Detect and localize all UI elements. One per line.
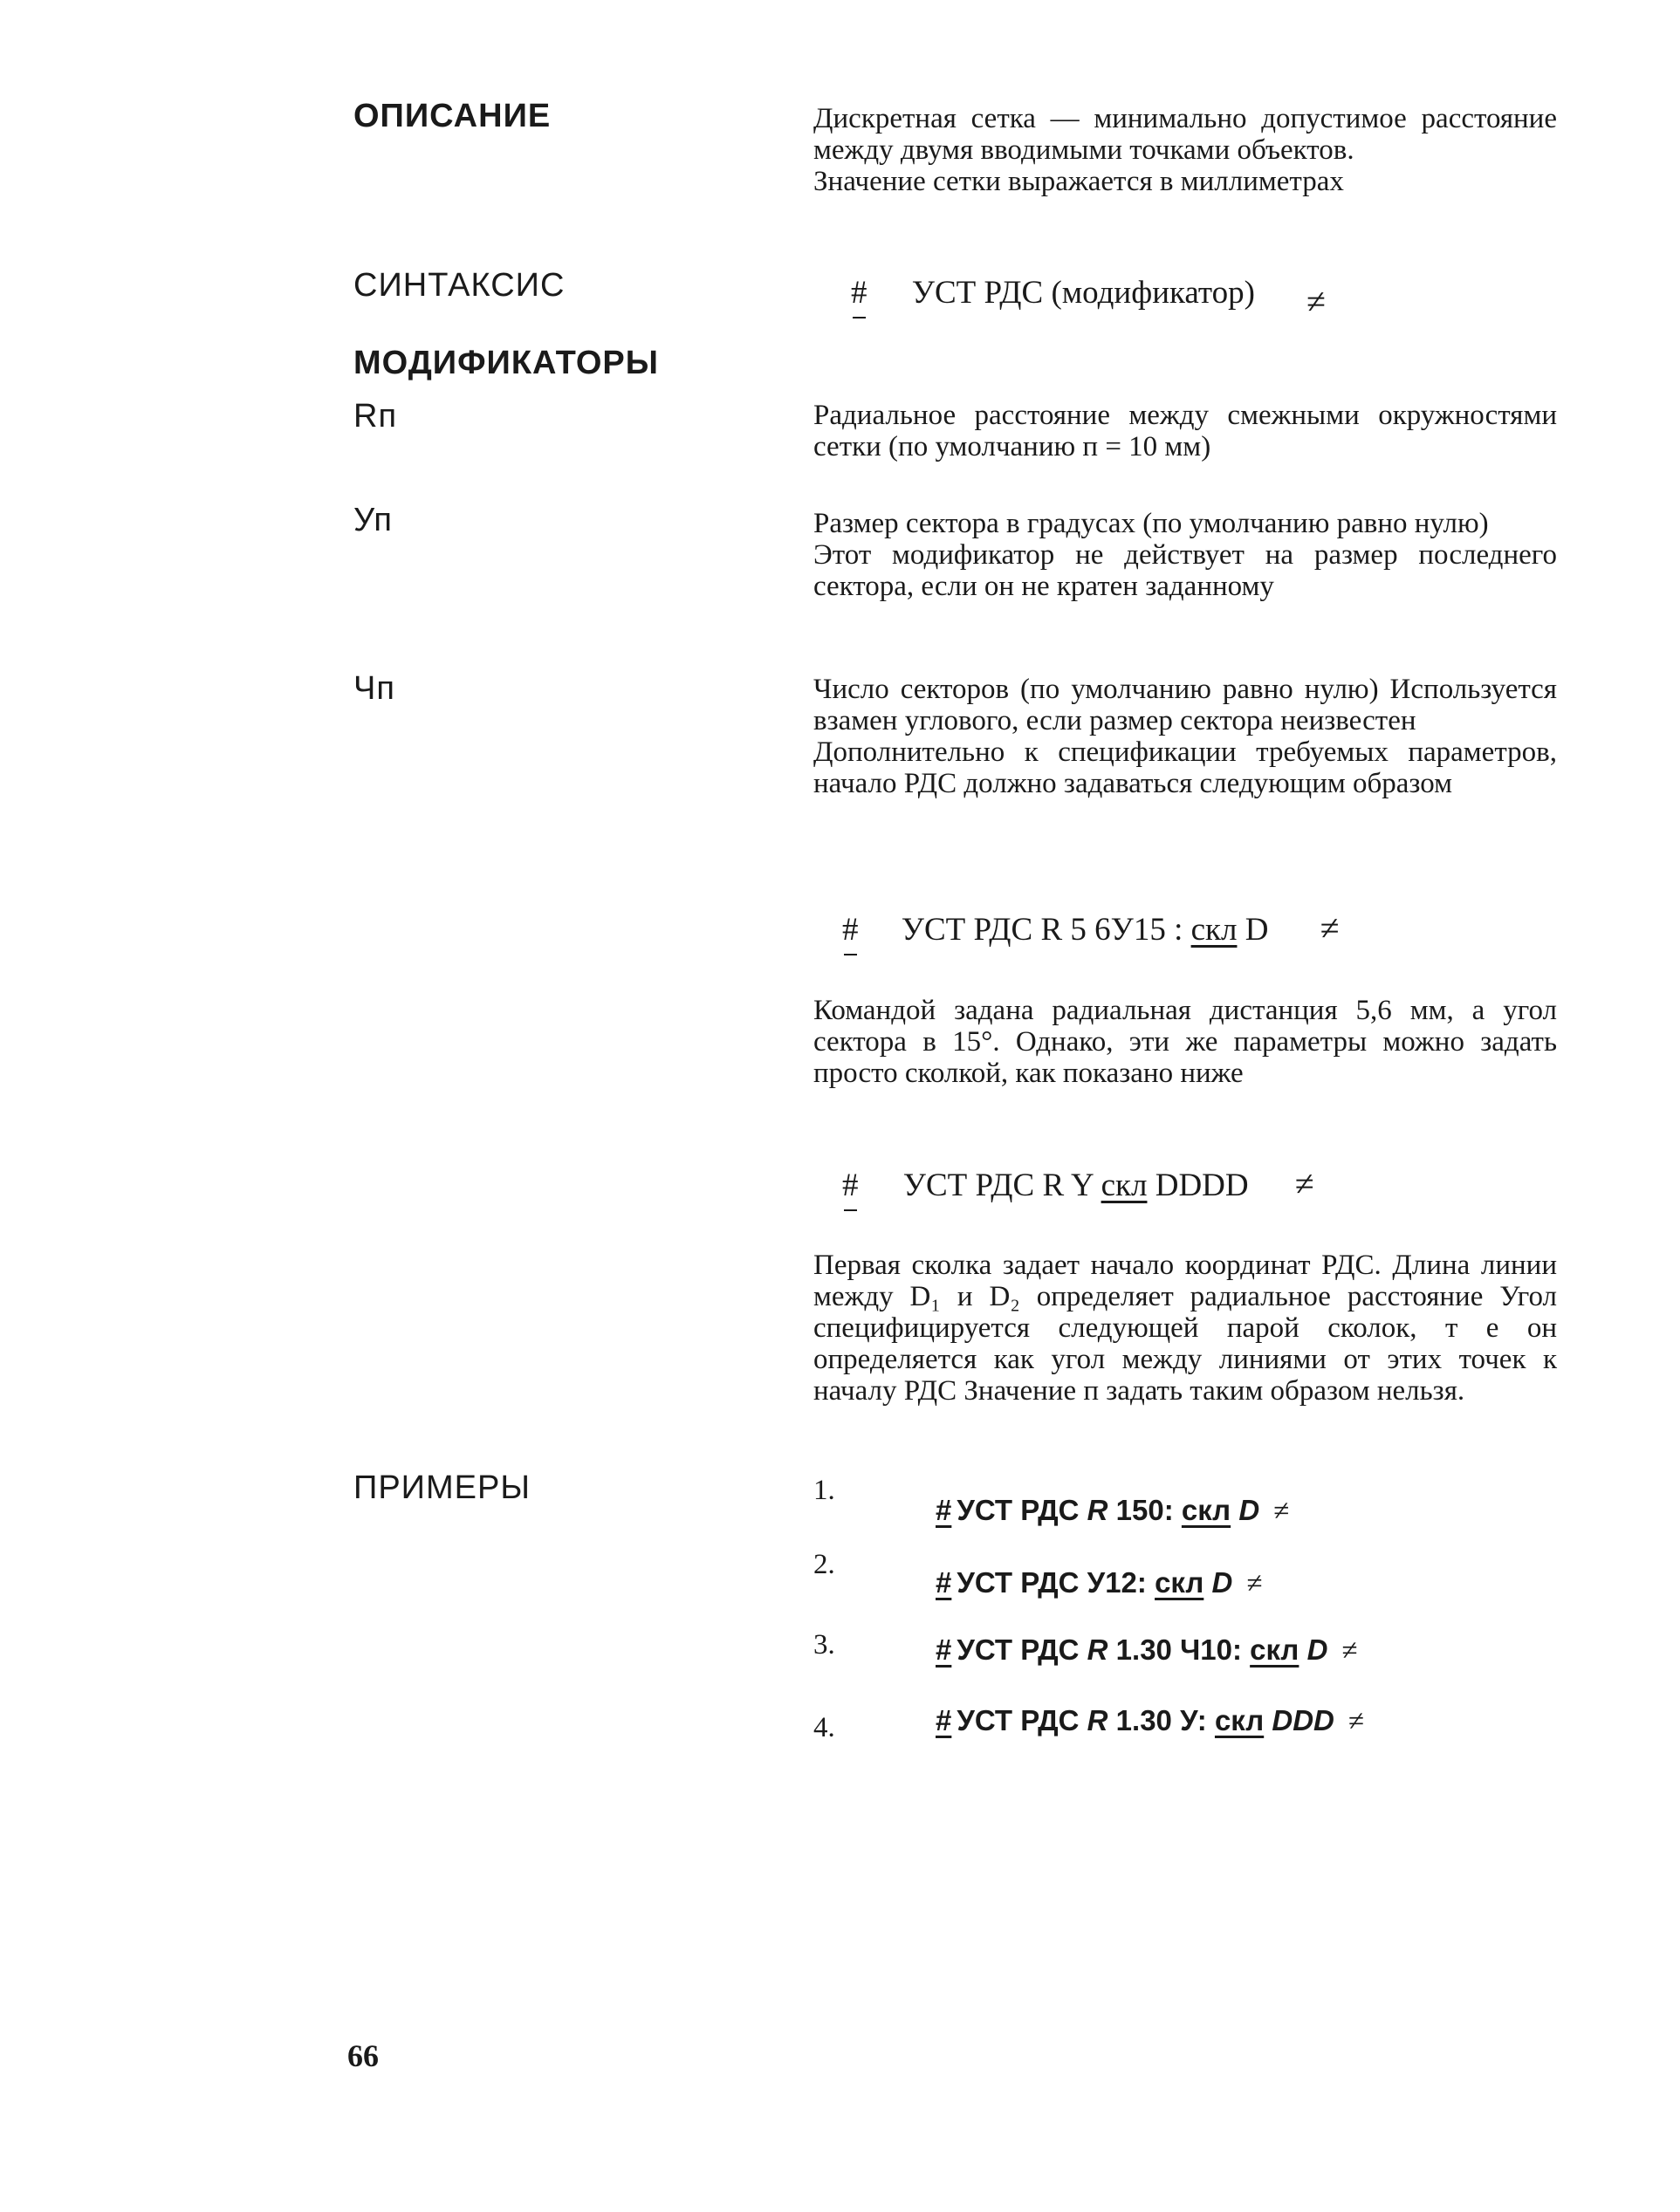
- example-argument: D: [1238, 1494, 1260, 1526]
- example-underlined-word: скл: [1155, 1566, 1204, 1599]
- hash-symbol: #: [936, 1633, 952, 1666]
- example-spacer: [1299, 1633, 1306, 1666]
- terminator-symbol: ≠: [1273, 1496, 1290, 1527]
- heading-examples: ПРИМЕРЫ: [353, 1469, 531, 1506]
- heading-syntax: СИНТАКСИС: [353, 267, 566, 304]
- command-example-2: [842, 1163, 1314, 1204]
- example-number-3: 3.: [813, 1629, 835, 1661]
- heading-description: ОПИСАНИЕ: [353, 98, 552, 134]
- example-argument: DDD: [1272, 1704, 1334, 1736]
- syntax-command: [851, 271, 1327, 321]
- example-underlined-word: скл: [1214, 1704, 1265, 1736]
- example-keyword: УСТ РДС: [957, 1633, 1087, 1666]
- hash-symbol: #: [842, 1168, 859, 1203]
- terminator-symbol: ≠: [1341, 1635, 1358, 1667]
- description-paragraph-1: Дискретная сетка — минимально допустимое расстояние между двумя вводимыми точками объектов.: [813, 103, 1557, 166]
- modifier-rn-description: [813, 400, 1557, 462]
- example-number-1: 1.: [813, 1475, 835, 1506]
- page-number: 66: [347, 2038, 379, 2073]
- command-argument: DDDD: [1147, 1168, 1249, 1203]
- example-keyword: УСТ РДС: [957, 1704, 1087, 1736]
- example-underlined-word: скл: [1181, 1494, 1231, 1526]
- hash-symbol: #: [936, 1704, 952, 1736]
- command-example-1: [842, 907, 1340, 948]
- example-params: 150:: [1107, 1494, 1182, 1526]
- example-keyword: УСТ РДС: [957, 1494, 1087, 1526]
- description-paragraph-2: Значение сетки выражается в миллиметрах: [813, 166, 1344, 197]
- example-modifier: R: [1087, 1494, 1108, 1526]
- modifier-chn-description: [813, 674, 1557, 799]
- terminator-symbol: ≠: [1246, 1568, 1263, 1599]
- command-text: УСТ РДС R Y: [902, 1168, 1101, 1203]
- hash-symbol: #: [851, 275, 867, 311]
- command-underlined-word: скл: [1190, 912, 1238, 948]
- terminator-symbol: ≠: [1347, 1706, 1364, 1737]
- hash-symbol: #: [842, 912, 859, 948]
- syntax-command-text: УСТ РДС (модификатор): [911, 275, 1255, 311]
- example-command-3: [936, 1633, 1358, 1668]
- hash-symbol: #: [936, 1494, 952, 1526]
- description-block: [813, 103, 1557, 197]
- example-number-2: 2.: [813, 1549, 835, 1580]
- command-argument: D: [1237, 912, 1269, 948]
- example-params: 1.30 Ч10:: [1107, 1633, 1251, 1666]
- command-underlined-word: скл: [1101, 1168, 1148, 1203]
- example-argument: D: [1211, 1566, 1233, 1599]
- modifier-chn-text-2: Дополнительно к спецификации требуемых параметров, начало РДС должно задаваться следующим образом: [813, 736, 1557, 799]
- example-params: У12:: [1087, 1566, 1155, 1599]
- example-params: 1.30 У:: [1107, 1704, 1215, 1736]
- example-spacer: [1264, 1704, 1272, 1736]
- example-number-4: 4.: [813, 1712, 835, 1743]
- modifier-rn-text: Радиальное расстояние между смежными окружностями сетки (по умолчанию п = 10 мм): [813, 400, 1557, 462]
- modifier-chn-text-1: Число секторов (по умолчанию равно нулю) Используется взамен углового, если размер сектора неизвестен: [813, 674, 1557, 736]
- example-command-1: [936, 1494, 1289, 1528]
- modifier-un-label: Уп: [353, 502, 394, 538]
- example-modifier: R: [1087, 1704, 1108, 1736]
- example-command-2: [936, 1566, 1262, 1600]
- example-argument: D: [1306, 1633, 1328, 1666]
- modifier-un-text-2: Этот модификатор не действует на размер последнего сектора, если он не кратен заданному: [813, 539, 1557, 602]
- example-modifier: R: [1087, 1633, 1108, 1666]
- modifier-rn-label: Rп: [353, 398, 398, 435]
- explanation-text-1: Командой задана радиальная дистанция 5,6 мм, а угол сектора в 15°. Однако, эти же параметры можно задать просто сколкой, как показано ниже: [813, 995, 1557, 1089]
- terminator-symbol: ≠: [1294, 1164, 1314, 1203]
- modifier-un-description: [813, 508, 1557, 602]
- modifier-chn-label: Чп: [353, 670, 395, 707]
- hash-symbol: #: [936, 1566, 952, 1599]
- heading-modifiers: МОДИФИКАТОРЫ: [353, 345, 659, 381]
- modifier-un-text-1: Размер сектора в градусах (по умолчанию равно нулю): [813, 508, 1489, 539]
- explanation-text-2: Первая сколка задает начало координат РДС. Длина линии между D₁ и D₂ определяет радиальное расстояние Угол специфицируется следующей парой сколок, т е он определяется как угол между линиями от этих точек к началу РДС Значение п задать таким образом нельзя.: [813, 1250, 1557, 1407]
- example-spacer: [1203, 1566, 1211, 1599]
- command-text: УСТ РДС R 5 6У15 :: [901, 912, 1191, 948]
- terminator-symbol: ≠: [1306, 282, 1327, 321]
- example-command-4: [936, 1704, 1364, 1738]
- explanation-paragraph-2: [813, 1250, 1557, 1407]
- example-underlined-word: скл: [1250, 1633, 1299, 1666]
- explanation-paragraph-1: [813, 995, 1557, 1089]
- example-spacer: [1231, 1494, 1238, 1526]
- terminator-symbol: ≠: [1320, 908, 1340, 948]
- example-keyword: УСТ РДС: [957, 1566, 1087, 1599]
